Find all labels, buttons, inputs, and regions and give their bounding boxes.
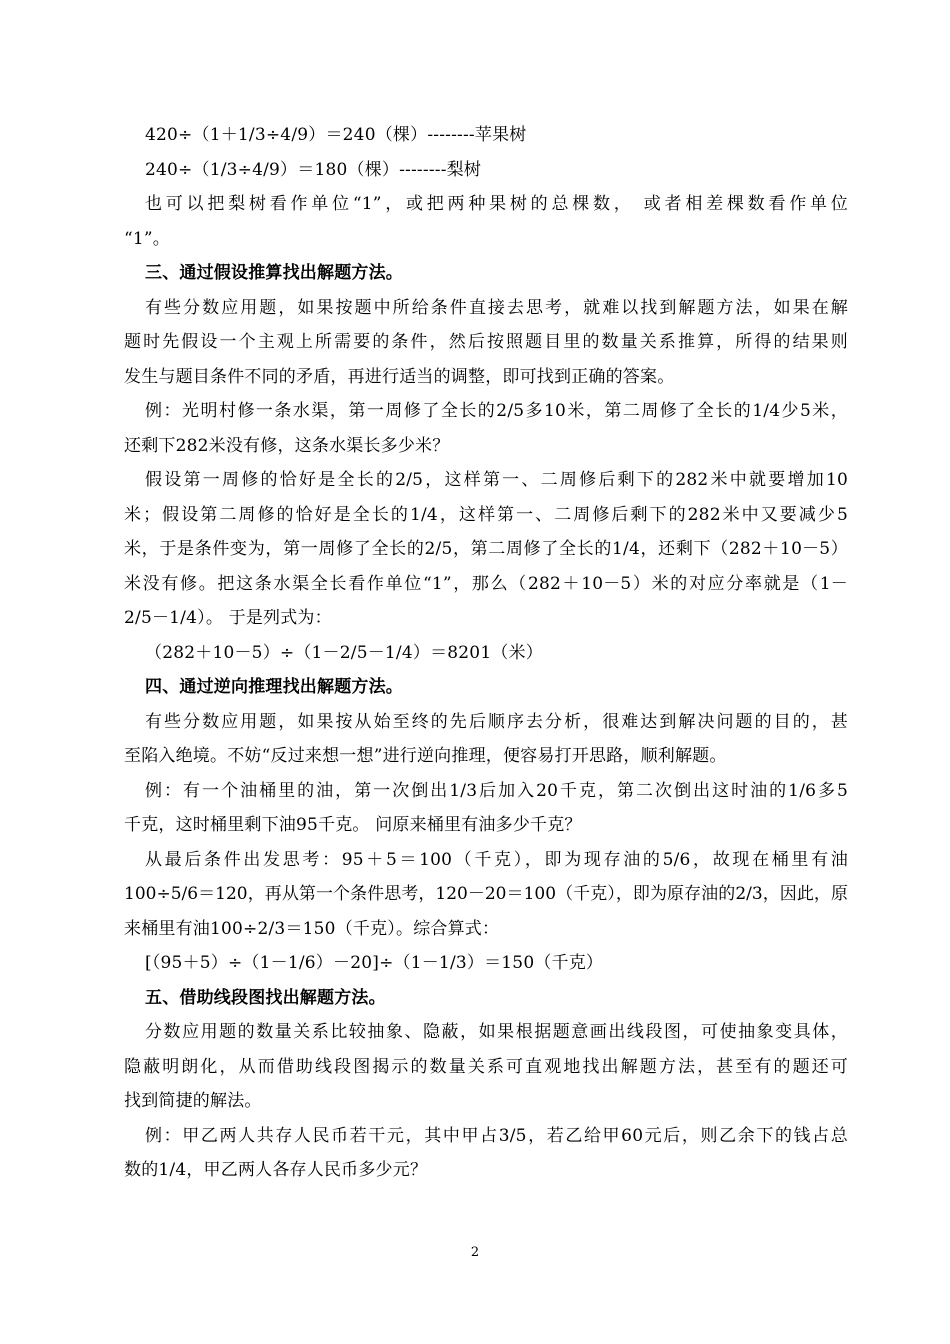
paragraph-line: 隐蔽明朗化，从而借助线段图揭示的数量关系可直观地找出解题方法，甚至有的题还可 bbox=[124, 1056, 848, 1077]
paragraph-line: 还剩下282米没有修，这条水渠长多少米？ bbox=[124, 435, 450, 456]
paragraph-line: 有些分数应用题，如果按题中所给条件直接去思考，就难以找到解题方法，如果在解 bbox=[145, 297, 848, 318]
page-number: 2 bbox=[470, 1245, 480, 1260]
section-heading: 三、通过假设推算找出解题方法。 bbox=[145, 263, 403, 283]
formula-line: 240÷（1/3÷4/9）＝180（棵）--------梨树 bbox=[145, 159, 482, 180]
paragraph-line: 例：甲乙两人共存人民币若干元，其中甲占3/5，若乙给甲60元后，则乙余下的钱占总 bbox=[145, 1125, 848, 1146]
paragraph-line: 来桶里有油100÷2/3＝150（千克）。综合算式： bbox=[124, 918, 500, 939]
paragraph-line: 例：光明村修一条水渠，第一周修了全长的2/5多10米，第二周修了全长的1/4少5米， bbox=[145, 401, 848, 421]
paragraph-line: 分数应用题的数量关系比较抽象、隐蔽，如果根据题意画出线段图，可使抽象变具体， bbox=[145, 1022, 848, 1042]
formula-line: 420÷（1＋1/3÷4/9）＝240（棵）--------苹果树 bbox=[145, 125, 527, 145]
paragraph-line: 假设第一周修的恰好是全长的2/5，这样第一、二周修后剩下的282米中就要增加10 bbox=[145, 470, 848, 490]
paragraph-line: 米，于是条件变为，第一周修了全长的2/5，第二周修了全长的1/4，还剩下（282＋10－5） bbox=[124, 539, 848, 559]
formula-line: [（95＋5）÷（1－1/6）－20]÷（1－1/3）＝150（千克） bbox=[145, 953, 604, 973]
paragraph-line: 米没有修。把这条水渠全长看作单位“1”，那么（282＋10－5）米的对应分率就是（1－ bbox=[124, 573, 848, 594]
paragraph-line: 找到简捷的解法。 bbox=[124, 1091, 262, 1111]
paragraph-line: 千克，这时桶里剩下油95千克。 问原来桶里有油多少千克？ bbox=[124, 815, 582, 835]
paragraph-line: “1”。 bbox=[124, 228, 170, 249]
paragraph-line: 题时先假设一个主观上所需要的条件，然后按照题目里的数量关系推算，所得的结果则 bbox=[124, 332, 848, 352]
section-heading: 四、通过逆向推理找出解题方法。 bbox=[145, 677, 403, 697]
paragraph-line: 例：有一个油桶里的油，第一次倒出1/3后加入20千克，第二次倒出这时油的1/6多5 bbox=[145, 780, 848, 801]
document-body bbox=[124, 118, 848, 1188]
paragraph-line: 2/5－1/4）。 于是列式为： bbox=[124, 608, 332, 628]
paragraph-line: 至陷入绝境。不妨“反过来想一想”进行逆向推理，便容易打开思路，顺利解题。 bbox=[124, 746, 727, 766]
section-heading: 五、借助线段图找出解题方法。 bbox=[145, 987, 386, 1008]
formula-line: （282＋10－5）÷（1－2/5－1/4）＝8201（米） bbox=[145, 642, 543, 663]
paragraph-line: 数的1/4，甲乙两人各存人民币多少元？ bbox=[124, 1160, 428, 1180]
paragraph-line: 也可以把梨树看作单位“1”，或把两种果树的总棵数， 或者相差棵数看作单位 bbox=[145, 194, 848, 214]
paragraph-line: 有些分数应用题，如果按从始至终的先后顺序去分析，很难达到解决问题的目的，甚 bbox=[145, 711, 848, 732]
paragraph-line: 从最后条件出发思考：95＋5＝100（千克），即为现存油的5/6，故现在桶里有油 bbox=[145, 849, 848, 870]
paragraph-line: 米；假设第二周修的恰好是全长的1/4，这样第一、二周修后剩下的282米中又要减少5 bbox=[124, 504, 848, 525]
paragraph-line: 发生与题目条件不同的矛盾，再进行适当的调整，即可找到正确的答案。 bbox=[124, 366, 675, 387]
paragraph-line: 100÷5/6＝120，再从第一个条件思考，120－20＝100（千克），即为原存油的2/3，因此，原 bbox=[124, 884, 848, 904]
